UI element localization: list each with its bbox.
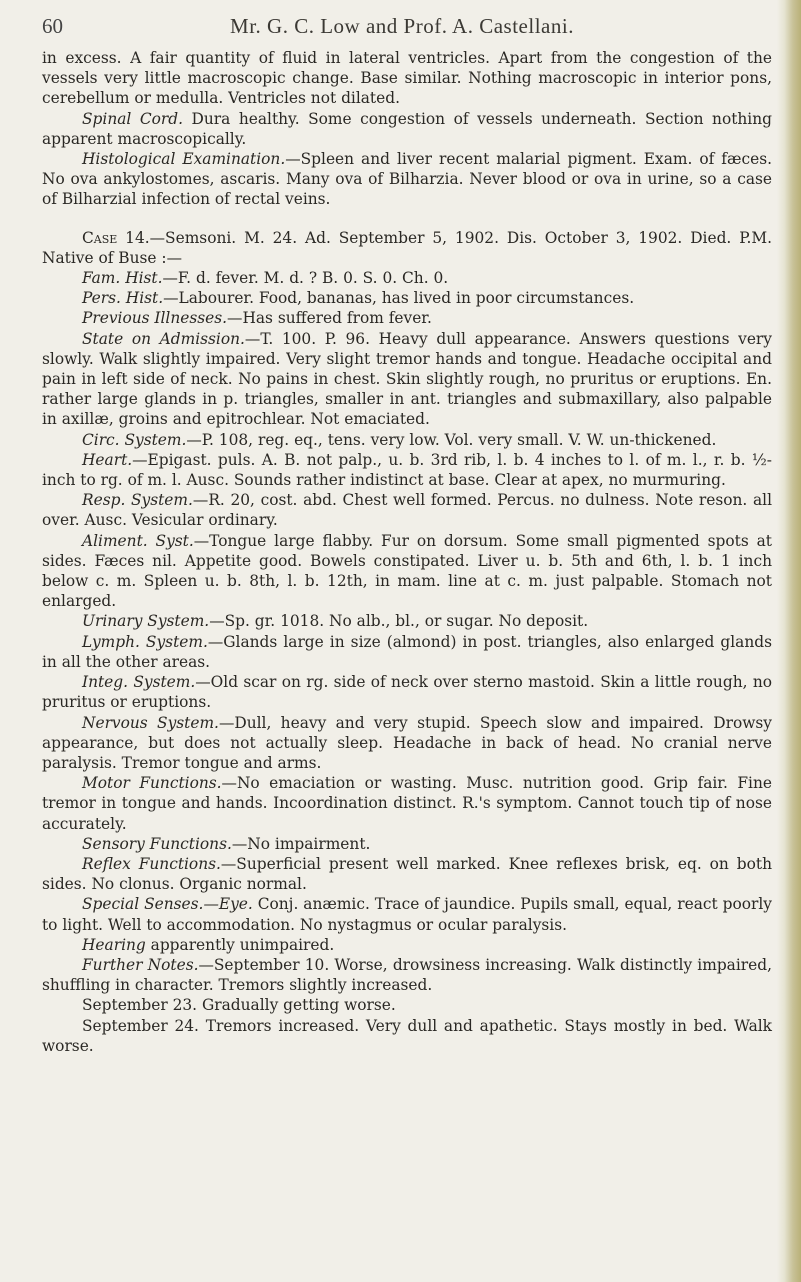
section-text: —Sp. gr. 1018. No alb., bl., or sugar. No deposit. (209, 612, 589, 631)
case-heading-paragraph (42, 228, 772, 268)
section-heading: Resp. System. (82, 491, 193, 510)
section-paragraph (42, 490, 772, 530)
section-heading: Integ. System. (82, 673, 196, 692)
section-paragraph (42, 632, 772, 672)
section-heading: Histological Examination. (82, 150, 286, 169)
page-number: 60 (42, 14, 63, 38)
section-heading: Hearing (82, 935, 146, 954)
section-text: —Spleen and liver recent malarial pigment. Exam. of fæces. No ova ankylostomes, ascaris. Many ova of Bilharzia. Never blood or ova in urine, so a case of Bilharzial infection of rectal veins. (42, 150, 772, 209)
case-text: —Semsoni. M. 24. Ad. September 5, 1902. Dis. October 3, 1902. Died. P.M. Native of Buse :— (42, 228, 772, 267)
section-text: —P. 108, reg. eq., tens. very low. Vol. very small. V. W. un-thickened. (186, 430, 717, 449)
section-paragraph (42, 531, 772, 612)
section-text: —F. d. fever. M. d. ? B. 0. S. 0. Ch. 0. (162, 269, 449, 288)
section-paragraph (42, 894, 772, 934)
section-paragraph (42, 854, 772, 894)
note-paragraph: September 24. Tremors increased. Very dull and apathetic. Stays mostly in bed. Walk worse. (42, 1016, 772, 1055)
section-text: —T. 100. P. 96. Heavy dull appearance. Answers questions very slowly. Walk slightly impaired. Very slight tremor hands and tongue. Headache occipital and pain in left side of neck. No pains in chest. Skin slightly rough, no pruritus or eruptions. En. rather large glands in p. triangles, smaller in ant. triangles and submaxillary, also palpable in axillæ, groins and epitrochlear. Not emaciated. (42, 329, 772, 429)
section-text: —Epigast. puls. A. B. not palp., u. b. 3rd rib, l. b. 4 inches to l. of m. l., r. b. ½-inch to rg. of m. l. Ausc. Sounds rather indistinct at base. Clear at apex, no murmuring. (42, 450, 772, 490)
section-text: Dura healthy. Some congestion of vessels underneath. Section nothing apparent macroscopically. (42, 109, 772, 148)
section-text: apparently unimpaired. (145, 935, 335, 954)
section-heading: Urinary System. (82, 612, 210, 631)
section-text: —Superficial present well marked. Knee reflexes brisk, eq. on both sides. No clonus. Organic normal. (42, 854, 772, 894)
section-heading: State on Admission. (82, 329, 245, 348)
section-paragraph (42, 935, 772, 955)
section-paragraph (42, 955, 772, 995)
section-paragraph (42, 109, 772, 149)
section-heading: Further Notes. (82, 955, 199, 974)
case-label: Case 14. (82, 228, 150, 247)
section-text: —Glands large in size (almond) in post. triangles, also enlarged glands in all the other areas. (42, 632, 773, 671)
section-paragraph (42, 308, 772, 328)
section-heading: Spinal Cord. (82, 109, 183, 128)
section-text: —Dull, heavy and very stupid. Speech slow and impaired. Drowsy appearance, but does not actually sleep. Headache in back of head. No cranial nerve paralysis. Tremor tongue and arms. (42, 713, 773, 772)
section-paragraph (42, 773, 772, 834)
section-heading: Pers. Hist. (82, 289, 164, 308)
section-text: —Labourer. Food, bananas, has lived in poor circumstances. (163, 289, 635, 308)
page (42, 14, 772, 1056)
section-heading: Aliment. Syst. (82, 531, 194, 550)
section-heading: Nervous System. (82, 713, 219, 732)
section-heading: Motor Functions. (82, 774, 222, 793)
section-heading: Fam. Hist. (82, 269, 163, 288)
section-heading: Special Senses.—Eye. (82, 895, 253, 914)
section-text: —Old scar on rg. side of neck over sterno mastoid. Skin a little rough, no pruritus or eruptions. (42, 673, 772, 712)
section-heading: Reflex Functions. (82, 854, 221, 873)
section-heading: Sensory Functions. (82, 834, 232, 853)
running-head (42, 14, 772, 48)
section-paragraph (42, 268, 772, 288)
section-heading: Circ. System. (82, 430, 187, 449)
section-heading: Previous Illnesses. (82, 309, 228, 328)
section-text: —No emaciation or wasting. Musc. nutrition good. Grip fair. Fine tremor in tongue and hands. Incoordination distinct. R.'s symptom. Cannot touch tip of nose accurately. (42, 774, 772, 833)
running-title: Mr. G. C. Low and Prof. A. Castellani. (230, 14, 574, 38)
section-text: —R. 20, cost. abd. Chest well formed. Percus. no dulness. Note reson. all over. Ausc. Vesicular ordinary. (42, 491, 773, 530)
note-paragraph: September 23. Gradually getting worse. (82, 996, 396, 1015)
section-paragraph (42, 672, 772, 712)
section-heading: Lymph. System. (82, 632, 208, 651)
section-text: —No impairment. (231, 834, 371, 853)
section-text: —Tongue large flabby. Fur on dorsum. Some small pigmented spots at sides. Fæces nil. Appetite good. Bowels constipated. Liver u. b. 5th and 6th, l. b. 1 inch below c. m. Spleen u. b. 8th, l. b. 12th, in mam. line at c. m. just palpable. Stomach not enlarged. (42, 531, 772, 611)
section-paragraph (42, 329, 772, 430)
section-paragraph (42, 430, 772, 450)
section-paragraph (42, 288, 772, 308)
section-text: —Has suffered from fever. (227, 309, 432, 328)
section-paragraph (42, 834, 772, 854)
section-paragraph (42, 450, 772, 490)
section-paragraph (42, 149, 772, 210)
section-heading: Heart. (82, 450, 133, 469)
section-paragraph (42, 713, 772, 774)
section-paragraph (42, 611, 772, 631)
page-edge-shadow (777, 0, 801, 1282)
section-text: Conj. anæmic. Trace of jaundice. Pupils small, equal, react poorly to light. Well to accommodation. No nystagmus or ocular paralysis. (42, 895, 773, 934)
section-text: —September 10. Worse, drowsiness increasing. Walk distinctly impaired, shuffling in character. Tremors slightly increased. (42, 955, 772, 995)
continuation-paragraph: in excess. A fair quantity of fluid in lateral ventricles. Apart from the congestion of the vessels very little macroscopic change. Base similar. Nothing macroscopic in interior pons, cerebellum or medulla. Ventricles not dilated. (42, 49, 772, 108)
